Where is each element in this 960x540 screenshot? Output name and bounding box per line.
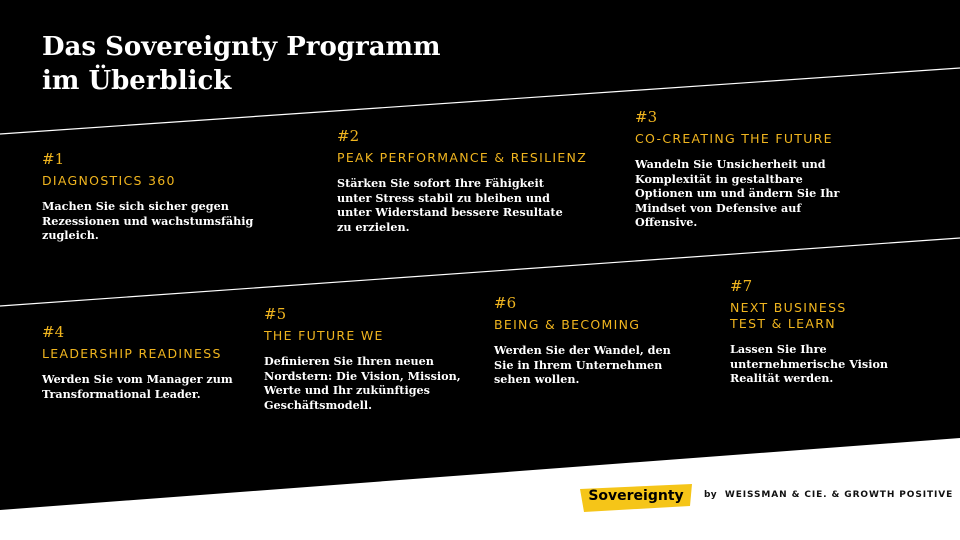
step-description-line: Optionen um und ändern Sie Ihr xyxy=(635,186,840,200)
footer-byline xyxy=(704,490,953,500)
step-description-line: unter Widerstand bessere Resultate xyxy=(337,205,563,219)
step-description-line: Komplexität in gestaltbare xyxy=(635,171,803,186)
step-description-line: Werden Sie der Wandel, den xyxy=(494,343,671,357)
step-heading: CO-CREATING THE FUTURE xyxy=(635,131,833,146)
step-description xyxy=(264,354,474,412)
step-description-line: Sie in Ihrem Unternehmen xyxy=(494,357,663,372)
step-description xyxy=(42,199,272,243)
step-number: #3 xyxy=(635,108,658,126)
step-description-line: Lassen Sie Ihre xyxy=(730,342,827,356)
step-heading: BEING & BECOMING xyxy=(494,317,641,332)
step-heading: LEADERSHIP READINESS xyxy=(42,346,222,361)
byline-by: by xyxy=(704,490,717,500)
step-6 xyxy=(494,294,704,387)
step-4 xyxy=(42,323,252,401)
step-description-line: Rezessionen und wachstumsfähig xyxy=(42,213,254,228)
step-description-line: sehen wollen. xyxy=(494,372,580,386)
step-description-line: Werden Sie vom Manager zum xyxy=(42,372,233,386)
step-description-line: Geschäftsmodell. xyxy=(264,397,373,412)
byline-partners: WEISSMAN & CIE. & GROWTH POSITIVE xyxy=(724,490,954,500)
page-title-line-2: im Überblick xyxy=(42,66,232,96)
sovereignty-logo xyxy=(580,484,692,512)
step-description-line: Transformational Leader. xyxy=(42,386,201,401)
step-5 xyxy=(264,305,474,412)
step-description-line: Definieren Sie Ihren neuen xyxy=(264,354,434,368)
step-7 xyxy=(730,277,940,386)
step-description xyxy=(337,176,607,234)
step-description xyxy=(730,342,940,386)
footer-white-band xyxy=(0,438,960,540)
step-number: #7 xyxy=(730,277,753,295)
step-description xyxy=(42,372,252,401)
step-heading xyxy=(730,300,940,332)
step-description-line: zugleich. xyxy=(42,228,99,242)
step-description-line: unternehmerische Vision xyxy=(730,356,889,371)
step-heading: THE FUTURE WE xyxy=(264,328,384,343)
step-2 xyxy=(337,127,607,234)
step-description xyxy=(635,157,865,230)
step-description xyxy=(494,343,704,387)
step-heading: PEAK PERFORMANCE & RESILIENZ xyxy=(337,150,588,165)
step-description-line: zu erzielen. xyxy=(337,219,410,234)
step-number: #1 xyxy=(42,150,65,168)
step-number: #6 xyxy=(494,294,517,312)
step-description-line: Stärken Sie sofort Ihre Fähigkeit xyxy=(337,176,544,190)
step-description-line: Machen Sie sich sicher gegen xyxy=(42,199,229,213)
step-description-line: Wandeln Sie Unsicherheit und xyxy=(635,157,826,171)
step-description-line: Mindset von Defensive auf xyxy=(635,200,802,215)
logo-text: Sovereignty xyxy=(588,488,684,504)
step-heading-line: NEXT BUSINESS xyxy=(730,300,847,315)
step-heading: DIAGNOSTICS 360 xyxy=(42,173,176,188)
step-number: #5 xyxy=(264,305,287,323)
step-description-line: Realität werden. xyxy=(730,371,834,385)
step-3 xyxy=(635,108,865,230)
page-title xyxy=(42,30,441,98)
step-description-line: Nordstern: Die Vision, Mission, xyxy=(264,368,461,383)
step-number: #4 xyxy=(42,323,65,341)
step-description-line: unter Stress stabil zu bleiben und xyxy=(337,190,550,205)
step-heading-line: TEST & LEARN xyxy=(730,316,836,331)
page-title-line-1: Das Sovereignty Programm xyxy=(42,32,441,62)
step-1 xyxy=(42,150,272,243)
step-description-line: Werte und Ihr zukünftiges xyxy=(264,383,430,397)
step-number: #2 xyxy=(337,127,360,145)
step-description-line: Offensive. xyxy=(635,215,698,229)
